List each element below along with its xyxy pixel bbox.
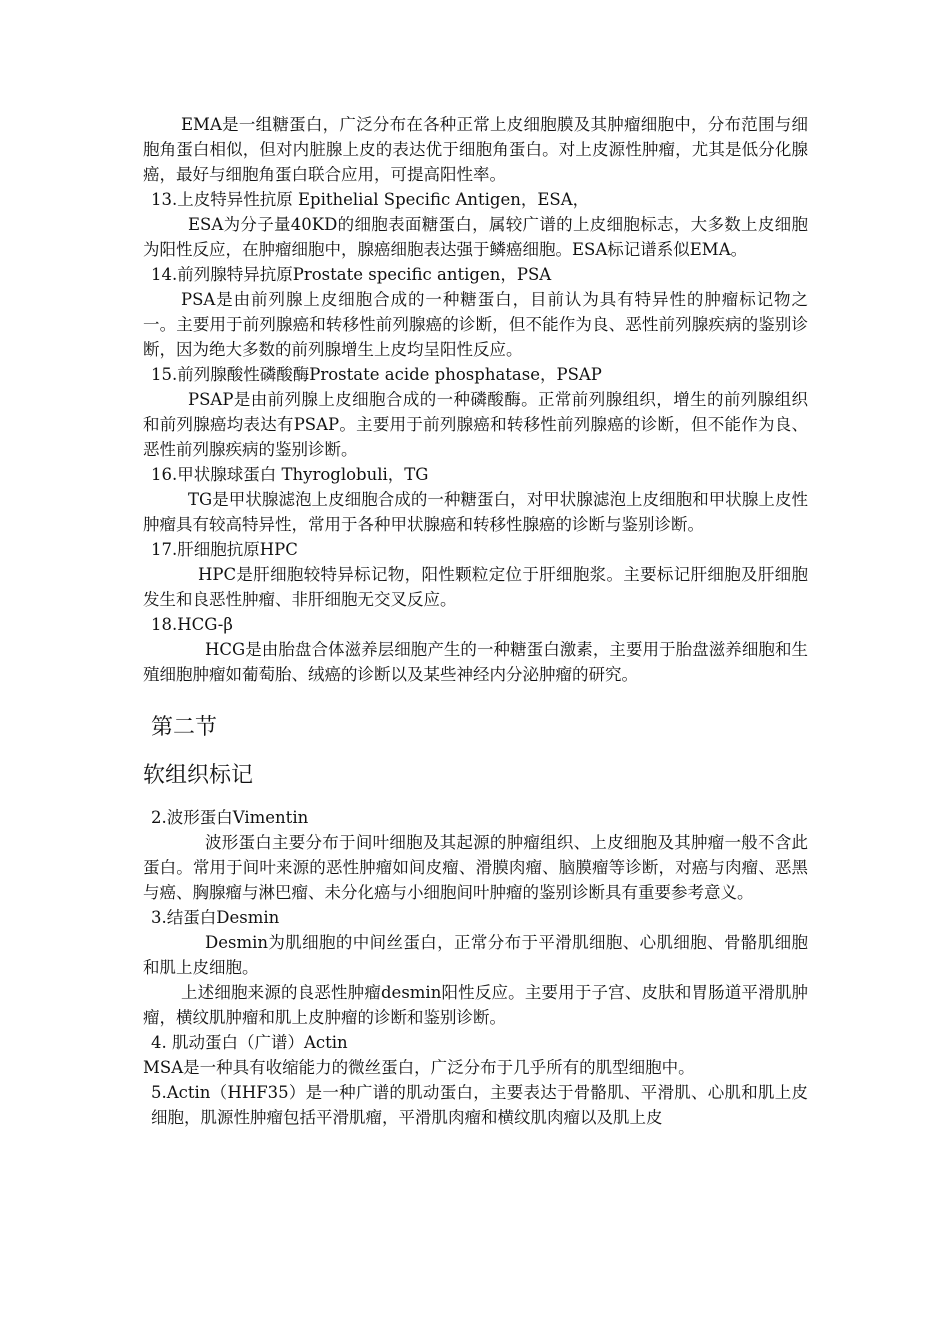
item-hpc-heading: 17.肝细胞抗原HPC <box>151 540 298 559</box>
paragraph-msa: MSA是一种具有收缩能力的微丝蛋白，广泛分布于几乎所有的肌型细胞中。 <box>143 1058 695 1077</box>
item-tg-heading: 16.甲状腺球蛋白 Thyroglobuli，TG <box>151 465 429 484</box>
item-hcg-heading: 18.HCG-β <box>151 615 233 634</box>
document-page <box>143 112 808 1130</box>
item-psap-heading: 15.前列腺酸性磷酸酶Prostate acide phosphatase，PSAP <box>151 365 602 384</box>
item-desmin-heading: 3.结蛋白Desmin <box>151 908 280 927</box>
paragraph-hpc: HPC是肝细胞较特异标记物，阳性颗粒定位于肝细胞浆。主要标记肝细胞及肝细胞发生和良恶性肿瘤、非肝细胞无交叉反应。 <box>143 565 808 609</box>
paragraph-psa: PSA是由前列腺上皮细胞合成的一种糖蛋白，目前认为具有特异性的肿瘤标记物之一。主要用于前列腺癌和转移性前列腺癌的诊断，但不能作为良、恶性前列腺疾病的鉴别诊断，因为绝大多数的前列腺增生上皮均呈阳性反应。 <box>143 290 808 359</box>
section-heading: 第二节 <box>151 715 218 740</box>
paragraph-actin-hhf35: 5.Actin（HHF35）是一种广谱的肌动蛋白，主要表达于骨骼肌、平滑肌、心肌和肌上皮细胞，肌源性肿瘤包括平滑肌瘤，平滑肌肉瘤和横纹肌肉瘤以及肌上皮 <box>151 1083 808 1127</box>
paragraph-hcg: HCG是由胎盘合体滋养层细胞产生的一种糖蛋白激素，主要用于胎盘滋养细胞和生殖细胞肿瘤如葡萄胎、绒癌的诊断以及某些神经内分泌肿瘤的研究。 <box>143 640 808 684</box>
paragraph-tg: TG是甲状腺滤泡上皮细胞合成的一种糖蛋白，对甲状腺滤泡上皮细胞和甲状腺上皮性肿瘤具有较高特异性，常用于各种甲状腺癌和转移性腺癌的诊断与鉴别诊断。 <box>143 490 808 534</box>
item-actin-heading: 4. 肌动蛋白（广谱）Actin <box>151 1033 348 1052</box>
section-title: 软组织标记 <box>143 763 254 788</box>
paragraph-vimentin: 波形蛋白主要分布于间叶细胞及其起源的肿瘤组织、上皮细胞及其肿瘤一般不含此蛋白。常用于间叶来源的恶性肿瘤如间皮瘤、滑膜肉瘤、脑膜瘤等诊断，对癌与肉瘤、恶黑与癌、胸腺瘤与淋巴瘤、未分化癌与小细胞间叶肿瘤的鉴别诊断具有重要参考意义。 <box>143 833 808 902</box>
item-psa-heading: 14.前列腺特异抗原Prostate specific antigen，PSA <box>151 265 552 284</box>
paragraph-psap: PSAP是由前列腺上皮细胞合成的一种磷酸酶。正常前列腺组织，增生的前列腺组织和前列腺癌均表达有PSAP。主要用于前列腺癌和转移性前列腺癌的诊断，但不能作为良、恶性前列腺疾病的鉴别诊断。 <box>143 390 808 459</box>
paragraph-esa: ESA为分子量40KD的细胞表面糖蛋白，属较广谱的上皮细胞标志，大多数上皮细胞为阳性反应，在肿瘤细胞中，腺癌细胞表达强于鳞癌细胞。ESA标记谱系似EMA。 <box>143 215 808 259</box>
paragraph-desmin-usage: 上述细胞来源的良恶性肿瘤desmin阳性反应。主要用于子宫、皮肤和胃肠道平滑肌肿瘤，横纹肌肿瘤和肌上皮肿瘤的诊断和鉴别诊断。 <box>143 983 808 1027</box>
paragraph-desmin: Desmin为肌细胞的中间丝蛋白，正常分布于平滑肌细胞、心肌细胞、骨骼肌细胞和肌上皮细胞。 <box>143 933 808 977</box>
item-vimentin-heading: 2.波形蛋白Vimentin <box>151 808 309 827</box>
paragraph-ema: EMA是一组糖蛋白，广泛分布在各种正常上皮细胞膜及其肿瘤细胞中，分布范围与细胞角蛋白相似，但对内脏腺上皮的表达优于细胞角蛋白。对上皮源性肿瘤，尤其是低分化腺癌，最好与细胞角蛋白联合应用，可提高阳性率。 <box>143 115 808 184</box>
item-esa-heading: 13.上皮特异性抗原 Epithelial Specific Antigen，ESA， <box>151 190 590 209</box>
